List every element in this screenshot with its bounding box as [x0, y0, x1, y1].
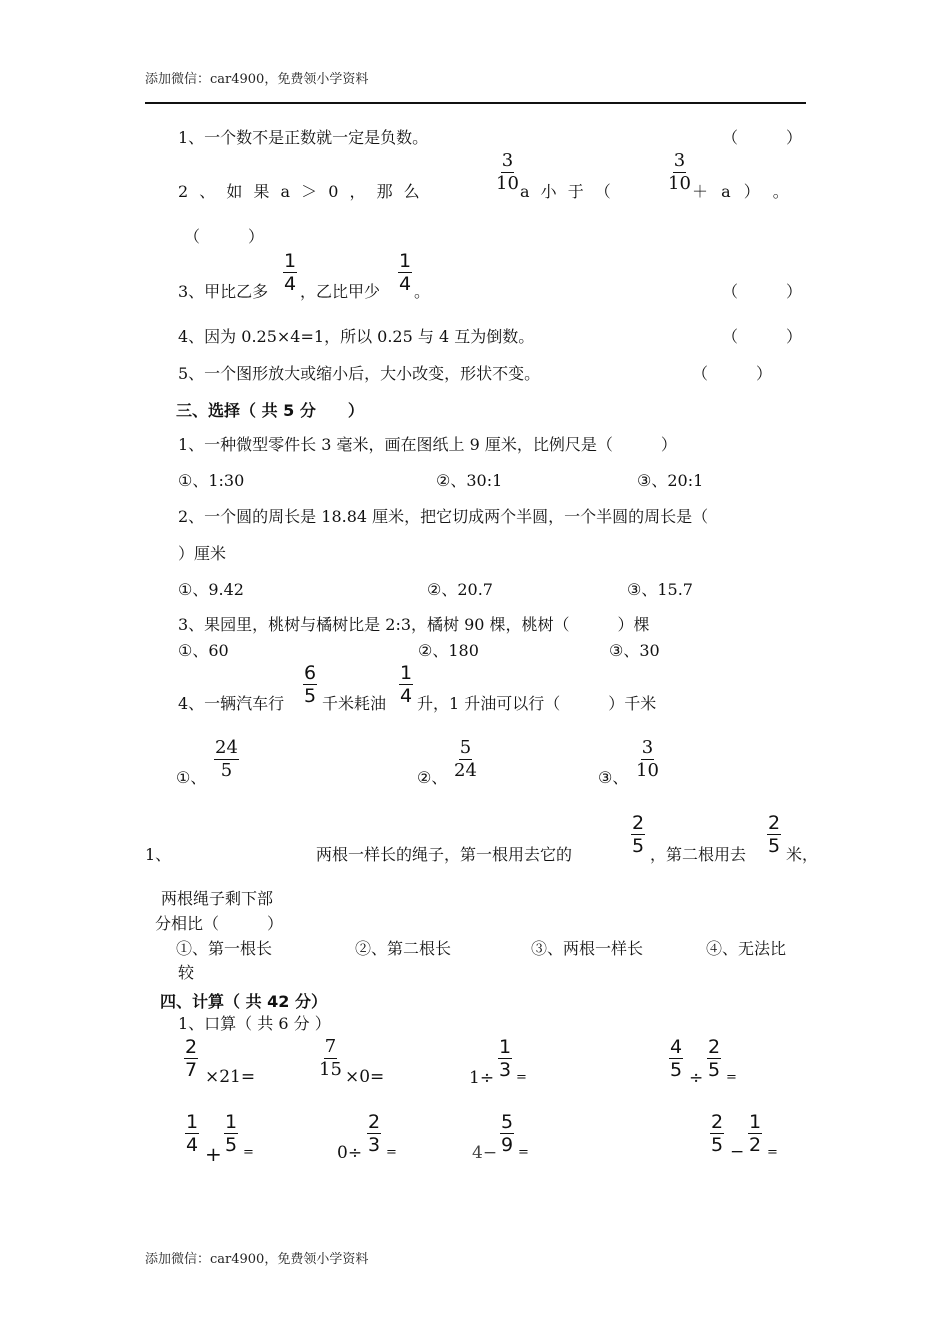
calc-r1-c3-pre: 1÷	[469, 1068, 495, 1088]
choice-q5-option-3[interactable]: ③、两根一样长	[531, 939, 644, 958]
calc-r1-c4-op: =	[726, 1070, 737, 1085]
footer-watermark: 添加微信：car4900，免费领小学资料	[145, 1252, 369, 1267]
fraction: $\frac{3}{10}$	[496, 150, 519, 194]
choice-q1-option-3[interactable]: ③、20:1	[637, 471, 704, 490]
calc-r1-c4-mid: ÷	[689, 1068, 704, 1088]
calc-r1-c2-fraction: $\frac{7}{15}$	[319, 1036, 342, 1080]
choice-q5-option-2[interactable]: ②、第二根长	[355, 939, 452, 958]
choice-q5-option-4[interactable]: ④、无法比	[706, 939, 787, 958]
calc-r2-c4-fraction-b: $\frac{1}{2}$	[749, 1111, 762, 1156]
choice-q3-option-3[interactable]: ③、30	[609, 641, 660, 660]
choice-q4-option-3-label[interactable]: ③、	[598, 768, 629, 787]
fraction: $\frac{1}{4}$	[399, 250, 412, 295]
calc-r1-c1-op: ×21=	[205, 1067, 256, 1087]
judge-item-2-part1: 2 、 如 果 a ＞ 0 ， 那 么	[178, 182, 420, 201]
calc-r2-c4-fraction-a: $\frac{2}{5}$	[711, 1111, 724, 1156]
choice-q4-option-1-label[interactable]: ①、	[176, 768, 207, 787]
choice-q2-option-1[interactable]: ①、9.42	[178, 580, 244, 599]
section-title-choice: 三、选择（ 共 5 分 ）	[176, 401, 364, 420]
choice-q3-option-2[interactable]: ②、180	[418, 641, 479, 660]
choice-q2-line1: 2、一个圆的周长是 18.84 厘米，把它切成两个半圆，一个半圆的周长是（	[178, 507, 709, 526]
choice-q5-option-1[interactable]: ①、第一根长	[176, 939, 273, 958]
calc-r2-c2-pre: 0÷	[337, 1143, 363, 1163]
choice-q5-line2: 两根绳子剩下部	[161, 889, 274, 908]
judge-item-2-part2: a 小 于 （	[520, 182, 611, 201]
choice-q1-option-2[interactable]: ②、30:1	[436, 471, 503, 490]
calc-r2-c2-op: =	[386, 1145, 397, 1160]
calc-r1-c1-fraction: $\frac{2}{7}$	[185, 1036, 198, 1081]
calc-r1-c3-fraction: $\frac{1}{3}$	[499, 1036, 512, 1081]
choice-q4-option-2-fraction[interactable]: $\frac{5}{24}$	[454, 737, 477, 781]
choice-q3-option-1[interactable]: ①、60	[178, 641, 229, 660]
choice-q4-part1: 4、一辆汽车行	[178, 694, 285, 713]
choice-q2-option-3[interactable]: ③、15.7	[627, 580, 693, 599]
choice-q2-option-2[interactable]: ②、20.7	[427, 580, 493, 599]
choice-q4-option-3-fraction[interactable]: $\frac{3}{10}$	[636, 737, 659, 781]
fraction: $\frac{3}{10}$	[668, 150, 691, 194]
calc-r2-c4-mid: −	[730, 1142, 745, 1162]
choice-q4-option-2-label[interactable]: ②、	[417, 768, 448, 787]
calc-r1-c3-op: =	[516, 1070, 527, 1085]
choice-q5-line3: 分相比（ ）	[155, 914, 284, 933]
fraction: $\frac{6}{5}$	[304, 662, 317, 707]
choice-q5-part2: ，第二根用去	[650, 845, 747, 864]
calc-sub-title: 1、口算（ 共 6 分 ）	[178, 1014, 331, 1033]
fraction: $\frac{1}{4}$	[284, 250, 297, 295]
choice-q4-option-1-fraction[interactable]: $\frac{24}{5}$	[215, 737, 238, 781]
judge-item-4: 4、因为 0.25×4=1，所以 0.25 与 4 互为倒数。	[178, 327, 535, 346]
choice-q3: 3、果园里，桃树与橘树比是 2:3，橘树 90 棵，桃树（ ）棵	[178, 615, 650, 634]
calc-r2-c2-fraction: $\frac{2}{3}$	[368, 1111, 381, 1156]
calc-r2-c4-op: =	[767, 1145, 778, 1160]
choice-q2-line2: ）厘米	[178, 544, 227, 563]
judge-item-5: 5、一个图形放大或缩小后，大小改变，形状不变。	[178, 364, 541, 383]
answer-blank-4[interactable]: （ ）	[722, 327, 803, 346]
header-watermark: 添加微信：car4900，免费领小学资料	[145, 72, 369, 87]
fraction: $\frac{2}{5}$	[632, 812, 645, 857]
calc-r2-c3-op: =	[518, 1145, 529, 1160]
header-rule	[145, 102, 806, 104]
judge-item-3-part3: 。	[414, 282, 431, 301]
answer-blank-1[interactable]: （ ）	[722, 128, 803, 147]
calc-r2-c1-mid: +	[205, 1142, 222, 1166]
fraction: $\frac{1}{4}$	[400, 662, 413, 707]
calc-r2-c3-fraction: $\frac{5}{9}$	[501, 1111, 514, 1156]
choice-q1-option-1[interactable]: ①、1:30	[178, 471, 245, 490]
choice-q4-part3: 升，1 升油可以行（ ）千米	[417, 694, 657, 713]
calc-r2-c1-fraction-a: $\frac{1}{4}$	[186, 1111, 199, 1156]
judge-item-2-part3: ＋ a ） 。	[692, 182, 789, 201]
choice-q4-part2: 千米耗油	[322, 694, 387, 713]
section-title-calc: 四、计算（ 共 42 分）	[160, 992, 327, 1011]
calc-r1-c2-op: ×0=	[345, 1067, 385, 1087]
calc-r2-c1-op: =	[243, 1145, 254, 1160]
choice-q5-option-4-wrap: 较	[178, 963, 195, 982]
choice-q5-number: 1、	[145, 845, 172, 864]
fraction: $\frac{2}{5}$	[768, 812, 781, 857]
answer-blank-2[interactable]: （ ）	[184, 227, 265, 246]
judge-item-3-part2: ，乙比甲少	[300, 282, 381, 301]
judge-item-1: 1、一个数不是正数就一定是负数。	[178, 128, 429, 147]
answer-blank-5[interactable]: （ ）	[692, 364, 773, 383]
choice-q1: 1、一种微型零件长 3 毫米，画在图纸上 9 厘米，比例尺是（ ）	[178, 435, 677, 454]
judge-item-3-part1: 3、甲比乙多	[178, 282, 269, 301]
calc-r1-c4-fraction-b: $\frac{2}{5}$	[708, 1036, 721, 1081]
choice-q5-part3: 米，	[786, 845, 819, 864]
choice-q5-part1: 两根一样长的绳子，第一根用去它的	[316, 845, 573, 864]
calc-r2-c3-pre: 4−	[472, 1143, 498, 1163]
calc-r2-c1-fraction-b: $\frac{1}{5}$	[225, 1111, 238, 1156]
calc-r1-c4-fraction-a: $\frac{4}{5}$	[670, 1036, 683, 1081]
answer-blank-3[interactable]: （ ）	[722, 282, 803, 301]
